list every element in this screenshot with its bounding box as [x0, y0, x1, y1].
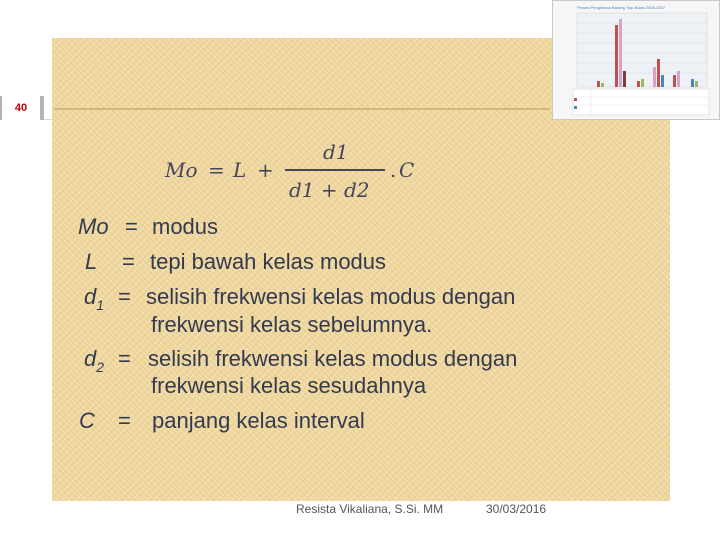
formula-denominator: d1 + d2	[289, 178, 370, 202]
thumb-chart-title: Proses Pengiriman Barang Tiap Bulan 2005-2007	[577, 5, 666, 10]
def-eq-mo: =	[125, 214, 138, 239]
def-eq-d2: =	[118, 346, 131, 371]
formula-numerator: d1	[323, 140, 349, 164]
slide-number-box	[0, 96, 44, 120]
paper-divider	[54, 108, 550, 110]
chart-thumbnail-image	[552, 0, 720, 120]
def-symbol-d1: $d_1$	[84, 284, 105, 313]
footer-author: Resista Vikaliana, S.Si. MM	[296, 502, 444, 516]
formula-dot: .	[390, 158, 397, 182]
def-symbol-c: C	[79, 408, 95, 433]
def-text-c: panjang kelas interval	[152, 408, 365, 433]
formula-C: C	[399, 158, 415, 182]
def-text-d2-line1: selisih frekwensi kelas modus dengan	[148, 346, 518, 371]
def-text-mo: modus	[152, 214, 219, 239]
def-eq-c: =	[118, 408, 131, 433]
footer-date: 30/03/2016	[486, 502, 547, 516]
def-symbol-d2: $d_2$	[84, 346, 105, 375]
def-eq-d1: =	[118, 284, 131, 309]
chart-thumbnail-graphic	[553, 1, 719, 119]
def-text-d1-line1: selisih frekwensi kelas modus dengan	[146, 284, 516, 309]
formula-lhs: Mo	[165, 158, 198, 182]
def-symbol-l: L	[85, 249, 98, 274]
def-text-d2-line2: frekwensi kelas sesudahnya	[151, 373, 427, 398]
def-eq-l: =	[122, 249, 135, 274]
formula-eq: =	[208, 158, 225, 182]
mode-formula	[165, 138, 435, 208]
def-text-l: tepi bawah kelas modus	[150, 249, 387, 274]
formula-L: L	[233, 158, 247, 182]
formula-plus: +	[257, 158, 274, 182]
fraction-bar	[285, 169, 385, 171]
def-text-d1-line2: frekwensi kelas sebelumnya.	[151, 312, 433, 337]
def-symbol-mo: Mo	[78, 214, 109, 239]
slide-number: 40	[2, 96, 40, 120]
